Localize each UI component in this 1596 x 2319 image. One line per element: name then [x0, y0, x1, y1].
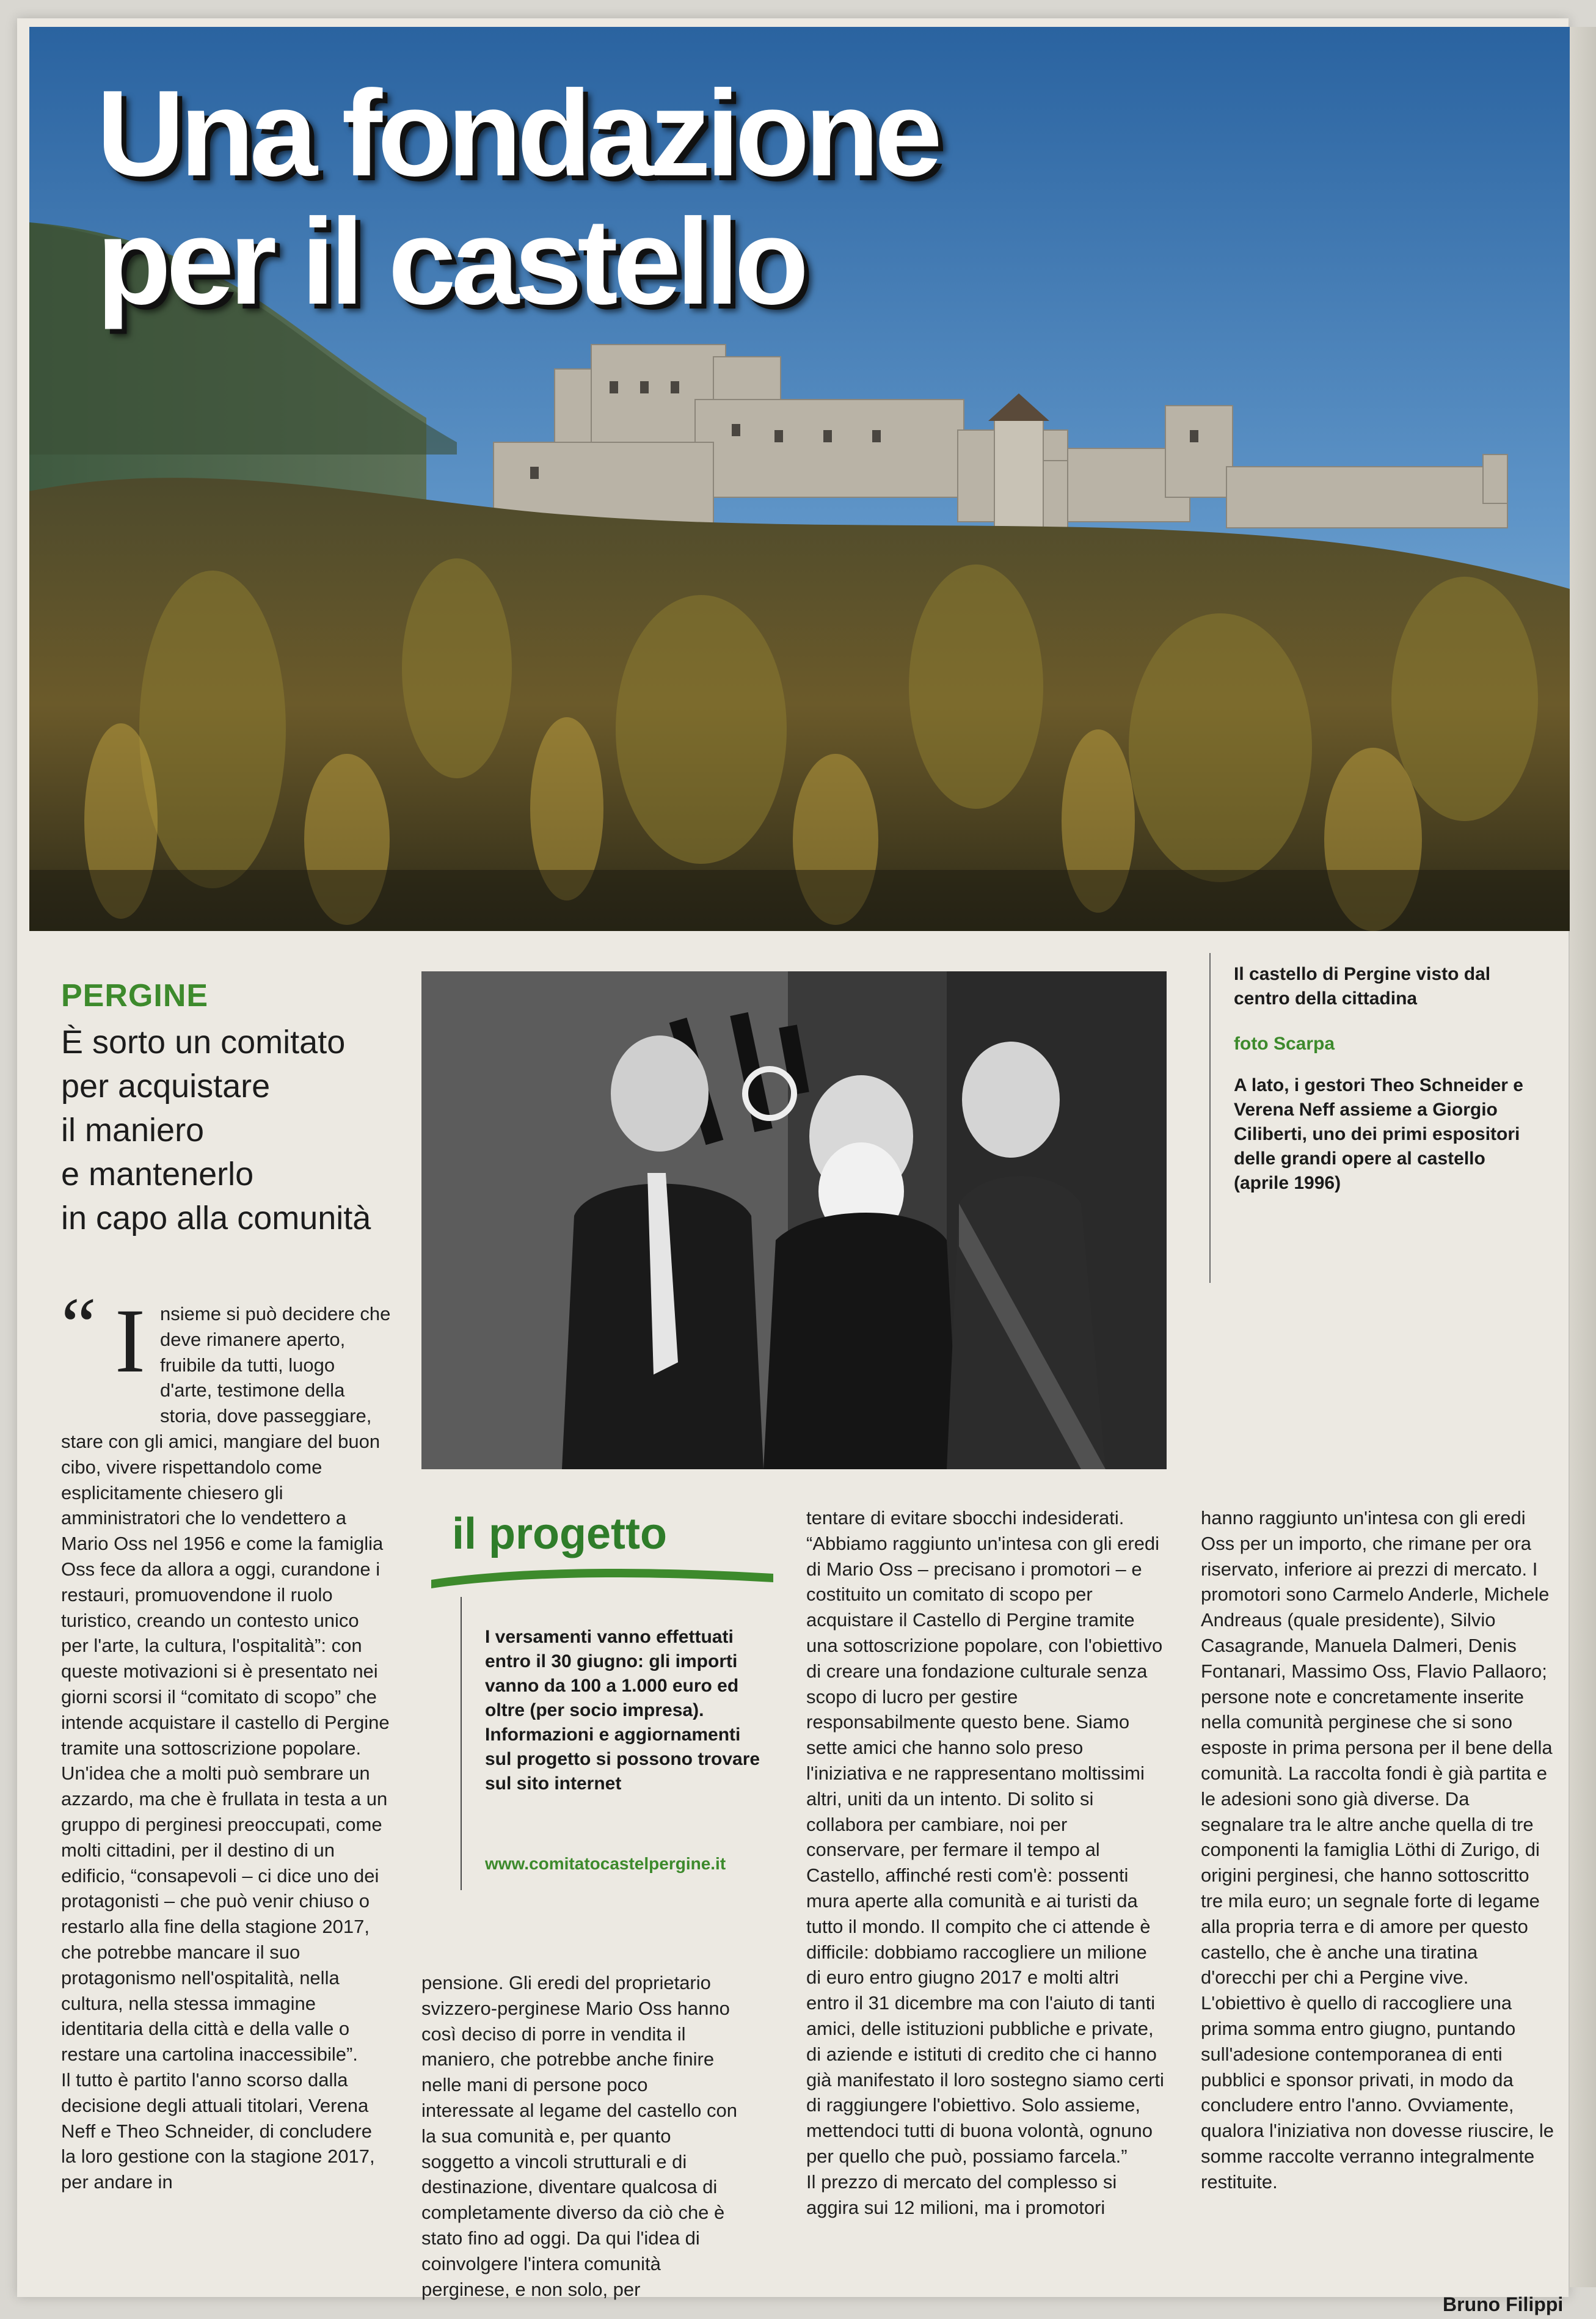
body-paragraph: pensione. Gli eredi del proprietario svizzero-perginese Mario Oss hanno così deciso di porre in vendita il maniero, che potrebbe anche finire nelle mani di persone poco interessate al legame del castello con la sua comunità e, per quanto soggetto a vincoli strutturali e di destinazione, diventare qualcosa di completamente diverso da ciò che è stato fino ad oggi. Da qui l'idea di coinvolgere l'intera comunità perginese, e non solo, per	[421, 1972, 737, 2300]
people-caption: A lato, i gestori Theo Schneider e Verena Neff assieme a Giorgio Ciliberti, uno dei primi espositori delle grandi opere al castello (aprile 1996)	[1234, 1075, 1523, 1193]
body-paragraph: L'obiettivo è quello di raccogliere una prima somma entro giugno, puntando sull'adesione contemporanea di enti pubblici e sponsor privati, in modo da concludere entro l'anno. Ovviamente, qualora l'iniziativa non dovesse riuscire, le somme raccolte verranno integralmente restituite.	[1201, 1992, 1554, 2193]
photo-credit: foto Scarpa	[1234, 1034, 1335, 1054]
subhead-line: per acquistare	[61, 1068, 271, 1105]
opening-quote-mark: “	[61, 1282, 97, 1370]
subhead-line: in capo alla comunità	[61, 1200, 371, 1236]
progetto-website-link[interactable]: www.comitatocastelpergine.it	[485, 1854, 726, 1873]
headline	[97, 65, 938, 330]
castle-photo	[29, 27, 1570, 931]
caption-divider	[1209, 953, 1211, 1283]
body-paragraph: Il prezzo di mercato del complesso si aggira sui 12 milioni, ma i promotori	[806, 2171, 1117, 2218]
subhead-line: il maniero	[61, 1112, 205, 1149]
subheadline	[61, 1020, 403, 1240]
section-kicker: PERGINE	[61, 978, 209, 1013]
adjacent-page-edge	[1570, 27, 1596, 2287]
headline-line-2: per il castello	[97, 194, 804, 330]
subhead-line: È sorto un comitato	[61, 1024, 346, 1061]
body-column-1	[61, 1301, 391, 2195]
castle-caption: Il castello di Pergine visto dal centro della cittadina	[1234, 964, 1491, 1009]
body-paragraph-text: nsieme si può decidere che deve rimanere aperto, fruibile da tutti, luogo d'arte, testimone della storia, dove passeggiare, stare con gli amici, mangiare del buon cibo, vivere rispettandolo come esplicitamente chiesero gli amministratori che lo vendettero a Mario Oss nel 1956 e come la famiglia Oss fece da allora a oggi, curandone i restauri, promuovendone il ruolo turistico, creando un contesto unico per l'arte, la cultura, l'ospitalità”: con queste motivazioni si è presentato nei giorni scorsi il “comitato di scopo” che intende acquistare il castello di Pergine tramite una sottoscrizione popolare.	[61, 1303, 391, 1759]
body-column-2	[421, 1970, 745, 2302]
headline-line-1: Una fondazione	[97, 65, 938, 202]
photo-captions	[1234, 962, 1539, 1196]
body-paragraph: hanno raggiunto un'intesa con gli eredi Oss per un importo, che rimane per ora riservato, inferiore ai prezzi di mercato. I promotori sono Carmelo Anderle, Michele Andreaus (quale presidente), Silvio Casagrande, Manuela Dalmeri, Denis Fontanari, Massimo Oss, Flavio Pallaoro; persone note e concretamente inserite nella comunità perginese che si sono esposte in prima persona per il bene della comunità. La raccolta fondi è già partita e le adesioni sono già diverse. Da segnalare tra le altre anche quella di tre componenti la famiglia Löthi di Zurigo, di origini perginesi, che hanno sottoscritto tre mila euro; un segnale forte di legame alla propria terra e di amore per questo castello, che è anche una tiratina d'orecchi per chi a Pergine vive.	[1201, 1507, 1553, 1988]
body-paragraph	[61, 1301, 391, 1761]
body-paragraph: Il tutto è partito l'anno scorso dalla decisione degli attuali titolari, Verena Neff e Theo Schneider, di concludere la loro gestione con la stagione 2017, per andare in	[61, 2069, 375, 2193]
progetto-underline-swoosh	[431, 1561, 773, 1588]
drop-cap: I	[115, 1290, 145, 1392]
people-photo	[421, 971, 1167, 1469]
dropcap-spacer	[61, 1301, 160, 1404]
subhead-line: e mantenerlo	[61, 1156, 254, 1192]
body-column-3	[806, 1505, 1167, 2220]
body-paragraph: tentare di evitare sbocchi indesiderati. “Abbiamo raggiunto un'intesa con gli eredi di Mario Oss – precisano i promotori – e costituito un comitato di scopo per acquistare il Castello di Pergine tramite una sottoscrizione popolare, con l'obiettivo di creare una fondazione culturale senza scopo di lucro per gestire responsabilmente questo bene. Siamo sette amici che hanno solo preso l'iniziativa e ne rappresentano moltissimi altri, uniti da un intento. Di solito si collabora per cambiare, noi per conservare, per fermare il tempo al Castello, affinché resti com'è: possenti mura aperte alla comunità e ai turisti da tutto il mondo. Il compito che ci attende è difficile: dobbiamo raccogliere un milione di euro entro giugno 2017 e molti altri entro il 31 dicembre ma con l'aiuto di tanti amici, delle istituzioni pubbliche e private, di aziende e istituti di credito che ci hanno già manifestato il loro sostegno siamo certi di raggiungere l'obiettivo. Solo assieme, mettendoci tutti di buona volontà, ognuno per quello che può, possiamo farcela.”	[806, 1507, 1164, 2167]
body-paragraph: Un'idea che a molti può sembrare un azzardo, ma che è frullata in testa a un gruppo di perginesi preoccupati, come molti cittadini, per il destino di un edificio, “consapevoli – ci dice uno dei protagonisti – che può venir chiuso o restarlo alla fine della stagione 2017, che potrebbe mancare il suo protagonismo nell'ospitalità, nella cultura, nella stessa immagine identitaria della città e della valle o restare una cartolina inaccessibile”.	[61, 1762, 388, 2065]
body-column-4	[1201, 1505, 1555, 2195]
progetto-title: il progetto	[452, 1510, 667, 1558]
progetto-text: I versamenti vanno effettuati entro il 30 giugno: gli importi vanno da 100 a 1.000 euro ed oltre (per socio impresa). Informazioni e aggiornamenti sul progetto si possono trovare sul sito internet	[485, 1627, 760, 1794]
author-byline: Bruno Filippi	[1443, 2293, 1564, 2315]
bw-group-photo-image	[421, 971, 1167, 1469]
